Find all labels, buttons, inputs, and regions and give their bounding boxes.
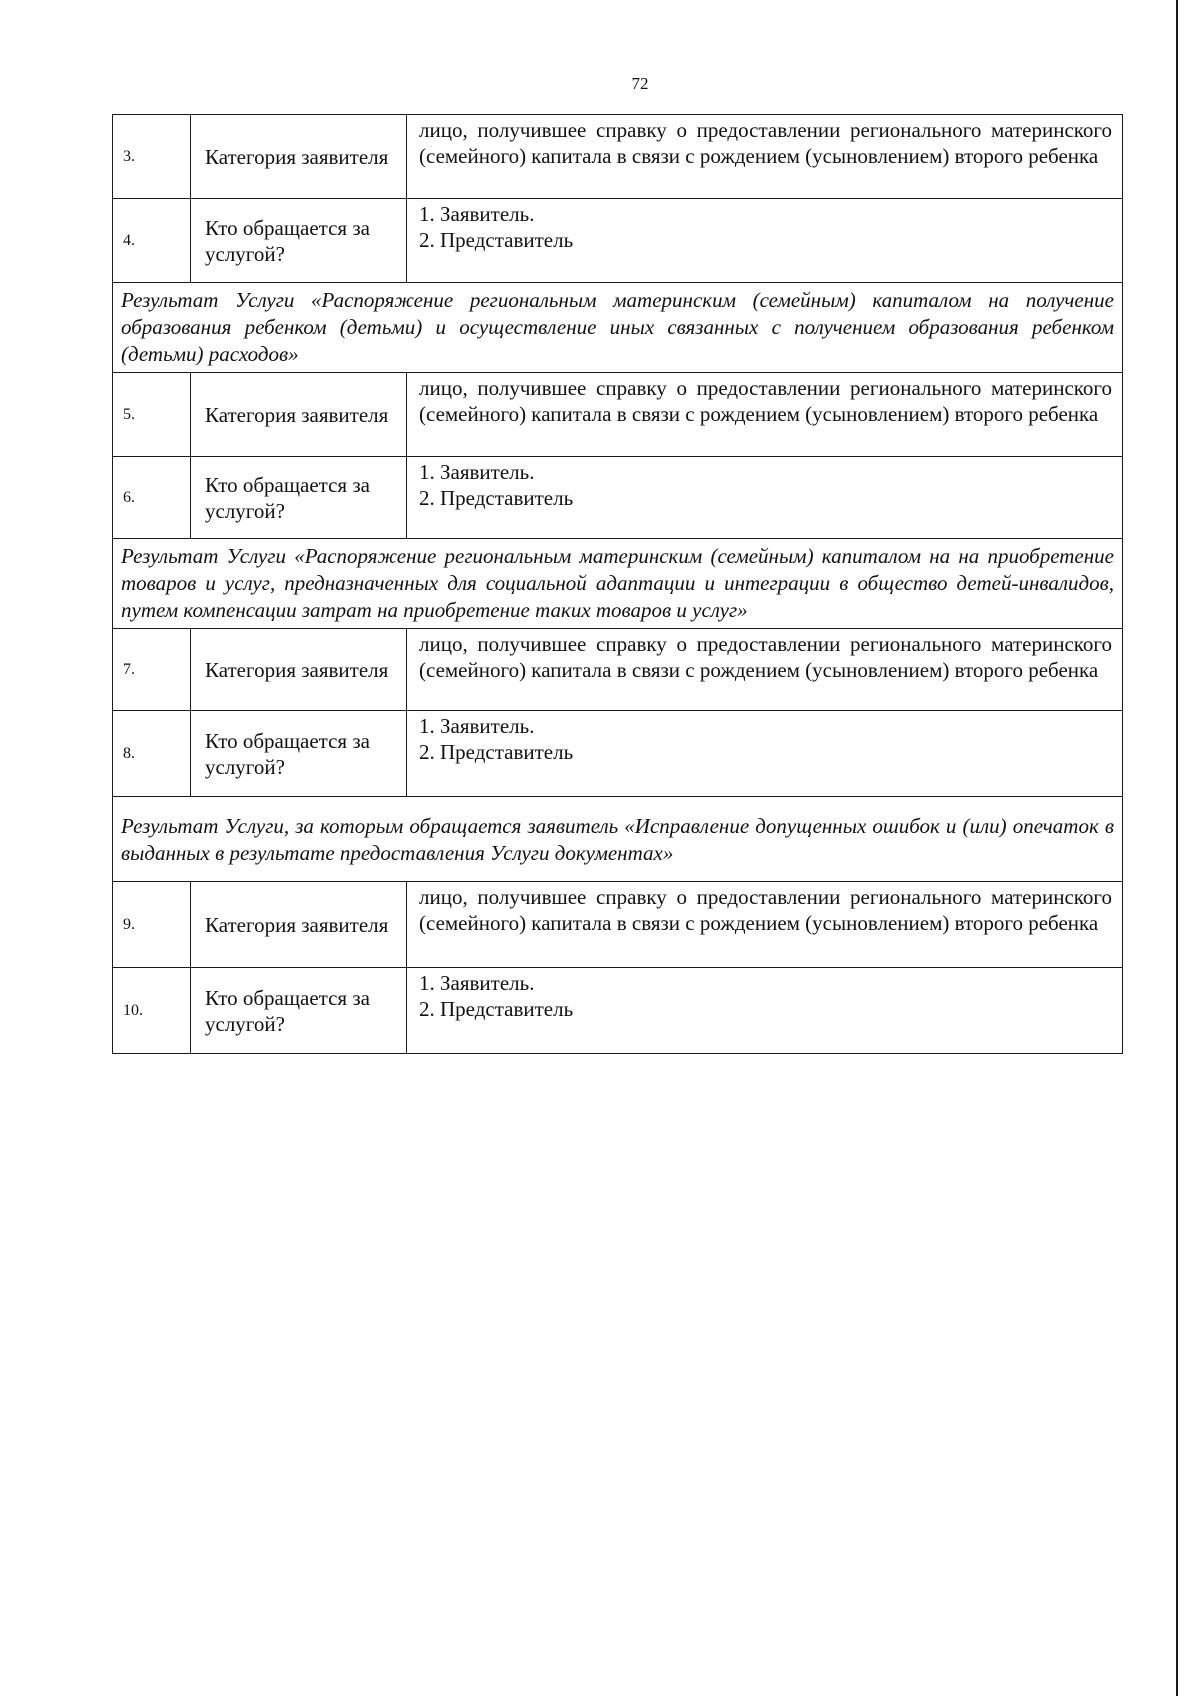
row-number: 5. <box>113 373 191 457</box>
row-value: лицо, получившее справку о предоставлении регионального материнского (семейного) капитала в связи с рождением (усыновлением) второго ребенка <box>407 115 1123 199</box>
row-label: Кто обращается за услугой? <box>191 968 407 1054</box>
table-row <box>113 882 1123 968</box>
row-value: лицо, получившее справку о предоставлении регионального материнского (семейного) капитала в связи с рождением (усыновлением) второго ребенка <box>407 629 1123 711</box>
row-label: Кто обращается за услугой? <box>191 711 407 797</box>
page-number: 72 <box>631 74 649 93</box>
section-row <box>113 283 1123 373</box>
table-row <box>113 711 1123 797</box>
row-number: 10. <box>113 968 191 1054</box>
table-row <box>113 199 1123 283</box>
value-line: 2. Представитель <box>419 997 574 1021</box>
section-heading: Результат Услуги «Распоряжение региональным материнским (семейным) капиталом на получение образования ребенком (детьми) и осуществление иных связанных с получением образования ребенком (детьми) расходов» <box>113 283 1123 373</box>
row-number: 3. <box>113 115 191 199</box>
section-heading: Результат Услуги, за которым обращается заявитель «Исправление допущенных ошибок и (или) опечаток в выданных в результате предоставления Услуги документах» <box>113 797 1123 882</box>
row-value <box>407 968 1123 1054</box>
row-number: 9. <box>113 882 191 968</box>
section-row <box>113 539 1123 629</box>
section-row <box>113 797 1123 882</box>
row-number: 7. <box>113 629 191 711</box>
table-row <box>113 115 1123 199</box>
value-line: 1. Заявитель. <box>419 714 535 738</box>
row-value: лицо, получившее справку о предоставлении регионального материнского (семейного) капитала в связи с рождением (усыновлением) второго ребенка <box>407 882 1123 968</box>
section-heading: Результат Услуги «Распоряжение региональным материнским (семейным) капиталом на на приобретение товаров и услуг, предназначенных для социальной адаптации и интеграции в общество детей-инвалидов, путем компенсации затрат на приобретение таких товаров и услуг» <box>113 539 1123 629</box>
applicant-table <box>112 114 1123 1054</box>
value-line: 2. Представитель <box>419 486 574 510</box>
table-row <box>113 373 1123 457</box>
row-number: 8. <box>113 711 191 797</box>
row-label: Категория заявителя <box>191 373 407 457</box>
row-value <box>407 199 1123 283</box>
value-line: 2. Представитель <box>419 740 574 764</box>
value-line: 2. Представитель <box>419 228 574 252</box>
page-edge-line <box>1176 0 1178 1696</box>
row-number: 6. <box>113 457 191 539</box>
value-line: 1. Заявитель. <box>419 971 535 995</box>
row-label: Кто обращается за услугой? <box>191 457 407 539</box>
table-row <box>113 968 1123 1054</box>
row-label: Категория заявителя <box>191 629 407 711</box>
row-value <box>407 711 1123 797</box>
row-value <box>407 457 1123 539</box>
table-row <box>113 629 1123 711</box>
value-line: 1. Заявитель. <box>419 460 535 484</box>
row-label: Категория заявителя <box>191 882 407 968</box>
row-number: 4. <box>113 199 191 283</box>
row-label: Категория заявителя <box>191 115 407 199</box>
row-value: лицо, получившее справку о предоставлении регионального материнского (семейного) капитала в связи с рождением (усыновлением) второго ребенка <box>407 373 1123 457</box>
value-line: 1. Заявитель. <box>419 202 535 226</box>
row-label: Кто обращается за услугой? <box>191 199 407 283</box>
table-row <box>113 457 1123 539</box>
